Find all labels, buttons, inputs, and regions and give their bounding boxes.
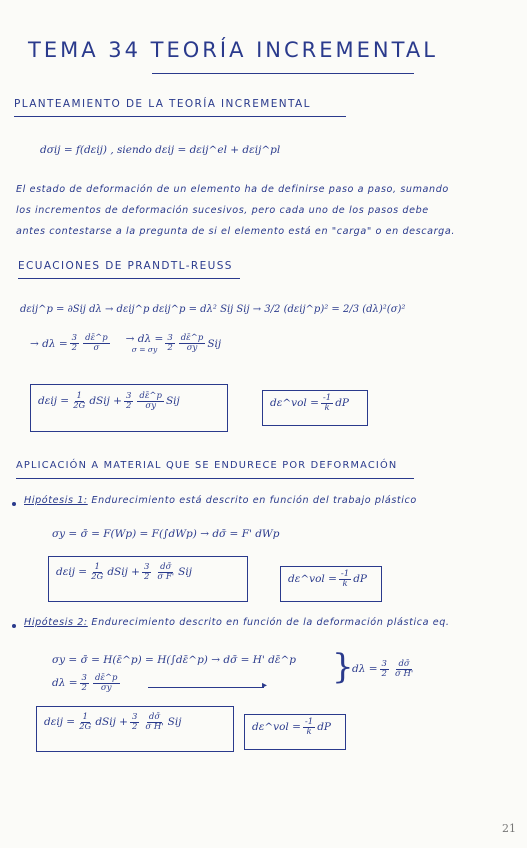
eq-text: Sij [178, 566, 192, 579]
eq-arrow-group [126, 333, 164, 354]
fraction-denominator: σ̄ H' [145, 721, 164, 732]
fraction-denominator: 2G [91, 571, 104, 582]
fraction-numerator: 3 [125, 391, 132, 401]
fraction-numerator: dσ̄ [148, 712, 161, 722]
heading-underline [16, 478, 414, 479]
paragraph-line-1: El estado de deformación de un elemento ha de definirse paso a paso, sumando [16, 184, 449, 195]
equation-hyp2-strain [44, 713, 181, 732]
fraction-denominator: σ̄ F' [157, 571, 175, 582]
fraction-denominator: σ̄ H' [394, 668, 414, 679]
fraction [179, 334, 206, 353]
arrow-line [148, 687, 264, 688]
hypothesis-1-equation: σy = σ̄ = F(Wp) = F(∫dWp) → dσ̄ = F' dWp [52, 528, 280, 540]
eq-text: dP [353, 573, 367, 586]
fraction-denominator: 2G [79, 721, 92, 732]
eq-text: dSij + [95, 716, 128, 729]
fraction [89, 563, 105, 582]
eq-text: → dλ = [30, 337, 68, 350]
heading-underline [18, 278, 240, 279]
eq-text: Sij [165, 395, 180, 408]
fraction-numerator: dσ̄ [160, 562, 172, 572]
fraction-denominator: σy [145, 400, 156, 411]
section-heading-aplicacion: APLICACIÓN A MATERIAL QUE SE ENDURECE POR DEFORMACIÓN [16, 460, 398, 471]
fraction-numerator: 3 [167, 333, 173, 344]
fraction [93, 674, 120, 693]
hypothesis-2-equation: σy = σ̄ = H(ε̄^p) = H(∫dε̄^p) → dσ̄ = H' dε̄^p [52, 654, 296, 666]
equation-strain-increment [38, 392, 180, 411]
equation-volumetric [270, 394, 349, 413]
equation-incremental: dσij = f(dεij) , siendo dεij = dεij^el + dεij^pl [40, 144, 281, 156]
fraction-numerator: dε̄^p [94, 673, 118, 683]
fraction-denominator: 2G [73, 400, 86, 411]
fraction-numerator: 1 [82, 712, 88, 722]
equation-hyp1-strain [56, 563, 192, 582]
fraction [70, 334, 79, 353]
fraction [303, 718, 315, 737]
fraction [80, 674, 89, 693]
fraction [165, 334, 174, 353]
fraction-denominator: 2 [131, 721, 138, 732]
paragraph-line-2: los incrementos de deformación sucesivos, pero cada uno de los pasos debe [16, 205, 429, 216]
fraction-numerator: dσ̄ [398, 659, 410, 669]
hypothesis-1-line [24, 495, 417, 506]
fraction-numerator: 3 [143, 562, 150, 572]
fraction [380, 660, 389, 679]
eq-text: dP [317, 721, 331, 734]
fraction-denominator: 2 [167, 343, 173, 353]
eq-text: → dλ = [125, 333, 164, 345]
eq-subscript: σ = σy [131, 345, 158, 354]
fraction-denominator: σ [93, 343, 100, 353]
arrow-head-icon: ▸ [262, 680, 268, 691]
fraction-numerator: dε̄^p [180, 333, 204, 344]
fraction-numerator: 1 [76, 391, 82, 401]
fraction-denominator: k [324, 402, 330, 413]
fraction-numerator: -1 [322, 393, 332, 403]
equation-hyp2-volumetric [252, 718, 331, 737]
fraction-denominator: 2 [71, 343, 78, 353]
eq-text: Sij [167, 716, 182, 729]
eq-text: dλ = [352, 663, 378, 676]
fraction [155, 563, 176, 582]
fraction [393, 660, 415, 679]
hypothesis-2-label: Hipótesis 2: [24, 617, 88, 628]
bullet [12, 624, 16, 628]
eq-text: dP [335, 397, 349, 410]
fraction-numerator: 3 [381, 659, 387, 669]
eq-text: dε^vol = [270, 397, 319, 410]
section-heading-planteamiento: PLANTEAMIENTO DE LA TEORÍA INCREMENTAL [14, 98, 311, 110]
fraction [71, 392, 87, 411]
fraction-denominator: k [342, 578, 348, 589]
fraction [142, 563, 151, 582]
hypothesis-1-label: Hipótesis 1: [24, 495, 88, 506]
fraction-numerator: dε̄^p [139, 391, 162, 401]
fraction-numerator: 3 [131, 712, 138, 722]
fraction-denominator: 2 [125, 400, 132, 411]
fraction [130, 713, 139, 732]
fraction [77, 713, 93, 732]
heading-underline [14, 116, 346, 117]
fraction-numerator: dε̄^p [85, 333, 108, 344]
fraction-numerator: 3 [71, 333, 78, 344]
eq-text: dSij + [107, 566, 140, 579]
hypothesis-2-dlambda-result [352, 660, 417, 679]
page-title: TEMA 34 TEORÍA INCREMENTAL [28, 38, 438, 62]
eq-text: dεij = [56, 566, 88, 579]
page-number: 21 [502, 822, 516, 835]
equation-prandtl-2 [30, 333, 221, 354]
fraction-numerator: -1 [340, 569, 350, 579]
bullet [12, 502, 16, 506]
fraction-numerator: 3 [81, 673, 87, 683]
brace-icon: } [332, 647, 354, 687]
eq-text: Sij [207, 337, 222, 350]
eq-text: dε^vol = [252, 721, 301, 734]
hypothesis-2-dlambda [52, 674, 122, 693]
fraction [321, 394, 333, 413]
eq-text: dεij = [38, 395, 70, 408]
fraction [124, 392, 133, 411]
fraction-denominator: σy [186, 343, 198, 353]
fraction-denominator: 2 [381, 668, 387, 679]
paragraph-line-3: antes contestarse a la pregunta de si el elemento está en "carga" o en descarga. [16, 226, 455, 237]
fraction-numerator: -1 [304, 717, 314, 727]
fraction [83, 334, 110, 353]
eq-text: dεij = [44, 716, 76, 729]
fraction-denominator: k [306, 726, 312, 737]
fraction-denominator: 2 [143, 571, 150, 582]
equation-hyp1-volumetric [288, 570, 367, 589]
eq-text: dSij + [89, 395, 122, 408]
fraction [339, 570, 351, 589]
eq-text: dε^vol = [288, 573, 337, 586]
fraction [143, 713, 165, 732]
eq-text: dλ = [52, 677, 78, 690]
fraction-denominator: σy [100, 682, 112, 693]
equation-prandtl-1: dεij^p = ∂Sij dλ → dεij^p dεij^p = dλ² Sij Sij → 3/2 (dεij^p)² = 2/3 (dλ)²(σ)² [20, 304, 406, 315]
hypothesis-2-line [24, 617, 450, 628]
section-heading-prandtl-reuss: ECUACIONES DE PRANDTL-REUSS [18, 260, 233, 272]
title-underline [152, 73, 414, 74]
fraction [137, 392, 164, 411]
fraction-denominator: 2 [81, 682, 87, 693]
fraction-numerator: 1 [94, 562, 100, 572]
hypothesis-1-text: Endurecimiento está descrito en función del trabajo plástico [91, 495, 417, 506]
hypothesis-2-text: Endurecimiento descrito en función de la deformación plástica eq. [91, 617, 450, 628]
